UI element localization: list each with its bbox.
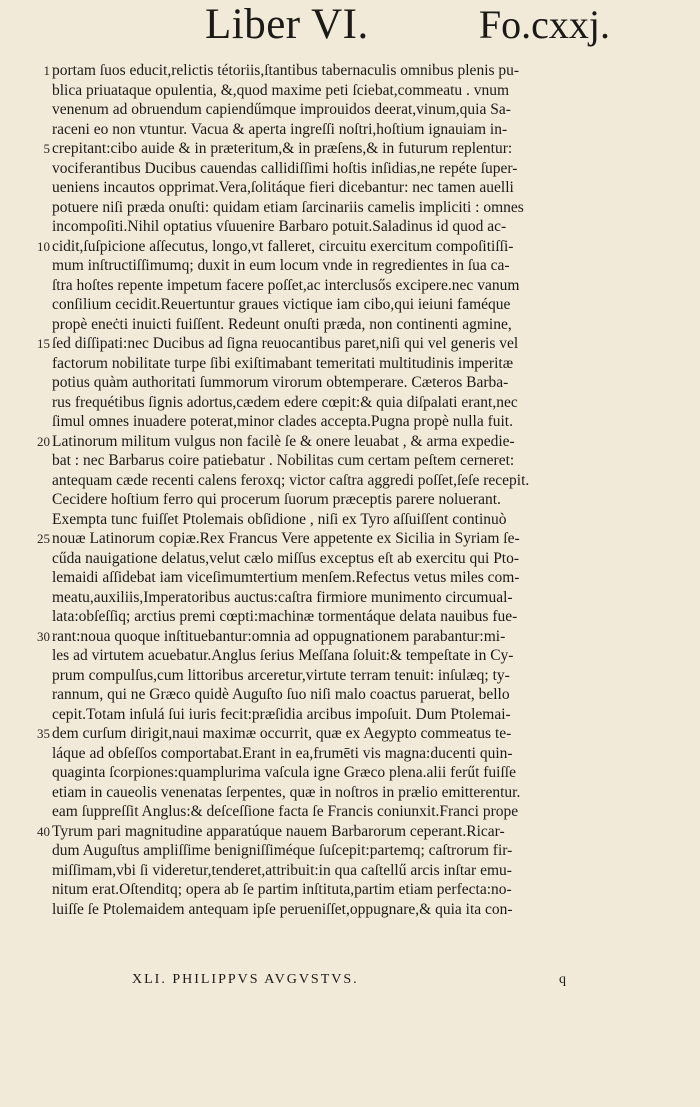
line-number: 20 (37, 433, 50, 449)
line-text: lata:obſeſſiq; arctius premi cœpti:machinæ tormentáque delata nauibus fue- (52, 608, 518, 625)
line-number: 10 (37, 238, 50, 254)
text-line (37, 822, 612, 842)
line-text: etiam in caueolis venenatas ſerpentes, quæ in noſtros in prælio emitterentur. (52, 783, 521, 801)
line-text: raceni eo non vtuntur. Vacua & aperta ingreſſi noſtri,hoſtium ignauiam in- (52, 120, 508, 138)
line-text: potius quàm authoritati ſummorum virorum obtemperare. Cæteros Barba- (52, 374, 509, 391)
text-line (52, 783, 612, 803)
text-line (52, 880, 612, 900)
line-text: bat : nec Barbarus coire patiebatur . Nobilitas cum certam peſtem cerneret: (52, 452, 515, 469)
text-line (52, 81, 612, 101)
text-line (52, 607, 612, 627)
line-text: cűda nauigatione delatus,velut cælo miſſus exceptus eſt ab exercitu qui Pto- (52, 549, 520, 567)
line-text: luiſſe ſe Ptolemaidem antequam ipſe perueniſſet,oppugnare,& quia ita con- (52, 900, 513, 918)
line-text: incompoſiti.Nihil optatius vſuuenire Barbaro potuit.Saladinus id quod ac- (52, 218, 507, 235)
text-line (52, 841, 612, 861)
signature-mark: q (559, 972, 566, 987)
text-line (52, 256, 612, 276)
line-text: lemaidi aſſidebat iam viceſimumtertium menſem.Refectus vetus miles com- (52, 569, 520, 586)
line-text: crepitant:cibo auide & in præteritum,& in præſens,& in futurum replentur: (52, 140, 513, 157)
running-header (205, 2, 610, 48)
line-text: dem curſum dirigit,naui maximæ occurrit, quæ ex Aegypto commeatus te- (52, 725, 512, 742)
text-line (52, 217, 612, 237)
line-text: blica priuataque opulentia, &,quod maxime peti ſciebat,commeatu . vnum (52, 81, 510, 99)
line-text: rannum, qui ne Græco quidè Auguſto ſuo niſi malo coactus paruerat, bello (52, 686, 510, 703)
line-text: rant:noua quoque inſtituebantur:omnia ad oppugnationem parabantur:mi- (52, 627, 506, 645)
text-line (52, 198, 612, 218)
line-text: cepit.Totam inſulá ſui iuris fecit:præſidia arcibus impoſuit. Dum Ptolemai- (52, 705, 511, 723)
text-body (37, 61, 612, 919)
line-text: factorum nobilitate turpe ſibi exiſtimabant temeritati multitudinis imperitæ (52, 354, 514, 372)
text-line (52, 549, 612, 569)
line-text: nitum erat.Oſtenditq; opera ab ſe partim inſtituta,partim etiam perfecta:no- (52, 881, 512, 898)
line-text: cidit,ſuſpicione aſſecutus, longo,vt falleret, circuitu exercitum compoſitiſſi- (52, 237, 514, 255)
line-number: 15 (37, 336, 50, 351)
text-line (52, 451, 612, 471)
line-text: vociferantibus Ducibus cauendas callidiſſimi hoſtis inſidias,ne repéte ſuper- (52, 159, 518, 177)
text-line (37, 724, 612, 744)
line-text: potuere niſi præda onuſti: quidam etiam ſarcinariis camelis impliciti : omnes (52, 198, 524, 216)
folio-number: Fo.cxxj. (478, 2, 610, 47)
text-line (52, 315, 612, 335)
line-text: venenum ad obruendum capiendűmque improuidos deerat,vinum,quia Sa- (52, 101, 511, 118)
line-text: conſilium cecidit.Reuertuntur graues victique iam cibo,qui ieiuni faméque (52, 296, 511, 313)
line-text: dum Auguſtus ampliſſime benigniſſiméque ſuſcepit:partemq; caſtrorum fir- (52, 842, 513, 859)
text-line (52, 568, 612, 588)
text-line (52, 354, 612, 374)
text-line (43, 61, 612, 81)
book-title: Liber VI. (205, 1, 369, 48)
text-line (52, 861, 612, 881)
line-number: 40 (37, 823, 50, 839)
line-text: antequam cæde recenti calens feroxq; victor caſtra aggredi poſſet,ſeſe recepit. (52, 471, 530, 489)
text-line (37, 237, 612, 257)
line-text: eam ſuppreſſit Anglus:& deſceſſione facta ſe Francis coniunxit.Franci prope (52, 803, 519, 820)
line-text: mum inſtructiſſimumq; duxit in eum locum vnde in regredientes in ſua ca- (52, 257, 510, 274)
catchline-text: XLI. PHILIPPVS AVGVSTVS. (132, 972, 359, 987)
line-text: meatu,auxiliis,Imperatoribus auctus:caſtra firmiore munimento circumual- (52, 588, 513, 606)
line-number: 35 (37, 726, 50, 741)
text-line (43, 139, 612, 159)
text-line (52, 744, 612, 764)
text-line (52, 900, 612, 920)
line-text: rus frequétibus ſignis adortus,cædem edere cœpit:& quia diſpalati erant,nec (52, 393, 518, 411)
text-line (52, 373, 612, 393)
line-text: portam ſuos educit,relictis tétoriis,ſtantibus tabernaculis omnibus plenis pu- (52, 62, 520, 79)
line-text: ſimul omnes inuadere poterat,minor clades accepta.Pugna propè nulla fuit. (52, 413, 513, 430)
line-number: 5 (43, 141, 50, 156)
text-line (52, 471, 612, 491)
line-text: ſtra hoſtes repente impetum facere poſſet,ac interclusős excipere.nec vanum (52, 276, 520, 294)
line-number: 30 (37, 628, 50, 644)
line-text: Latinorum militum vulgus non facilè ſe & onere leuabat , & arma expedie- (52, 432, 515, 450)
line-number: 1 (43, 63, 50, 78)
text-line (52, 588, 612, 608)
text-line (52, 666, 612, 686)
line-number: 25 (37, 531, 50, 546)
text-line (52, 393, 612, 413)
line-text: láque ad obſeſſos comportabat.Erant in ea,frumēti vis magna:ducenti quin- (52, 744, 513, 762)
catchline (132, 972, 566, 988)
text-line (52, 705, 612, 725)
line-text: ſed diſſipati:nec Ducibus ad ſigna reuocantibus paret,niſi qui vel generis vel (52, 335, 519, 352)
line-text: prum compulſus,cum littoribus arceretur,virtute terram tenuit: inſulæq; ty- (52, 666, 510, 684)
text-line (52, 646, 612, 666)
text-line (52, 276, 612, 296)
line-text: propè eneċti inuicti fuiſſent. Redeunt onuſti præda, non continenti agmine, (52, 315, 512, 333)
line-text: Exempta tunc fuiſſet Ptolemais obſidione , niſi ex Tyro aſſuiſſent continuò (52, 510, 507, 528)
line-text: ueniens incautos opprimat.Vera,ſolitáque fieri dicebantur: nec tamen auelli (52, 179, 514, 196)
line-text: miſſimam,vbi ſi videretur,tenderet,attribuit:in qua caſtellű arcis inſtar emu- (52, 861, 512, 879)
text-line (37, 529, 612, 549)
line-text: nouæ Latinorum copiæ.Rex Francus Vere appetente ex Sicilia in Syriam ſe- (52, 530, 520, 547)
text-line (52, 510, 612, 530)
text-line (52, 802, 612, 822)
text-line (37, 627, 612, 647)
text-line (52, 490, 612, 510)
text-line (52, 295, 612, 315)
text-line (37, 432, 612, 452)
line-text: Cecidere hoſtium ferro qui procerum ſuorum præceptis parere noluerant. (52, 491, 501, 508)
text-line (52, 100, 612, 120)
text-line (37, 334, 612, 354)
text-line (52, 159, 612, 179)
line-text: les ad virtutem acuebatur.Anglus ſerius Meſſana ſoluit:& tempeſtate in Cy- (52, 647, 514, 664)
line-text: Tyrum pari magnitudine apparatúque nauem Barbarorum ceperant.Ricar- (52, 822, 505, 840)
text-line (52, 120, 612, 140)
text-line (52, 685, 612, 705)
line-text: quaginta ſcorpiones:quamplurima vaſcula igne Græco plena.alii ferűt fuiſſe (52, 764, 516, 781)
text-line (52, 763, 612, 783)
text-line (52, 412, 612, 432)
text-line (52, 178, 612, 198)
